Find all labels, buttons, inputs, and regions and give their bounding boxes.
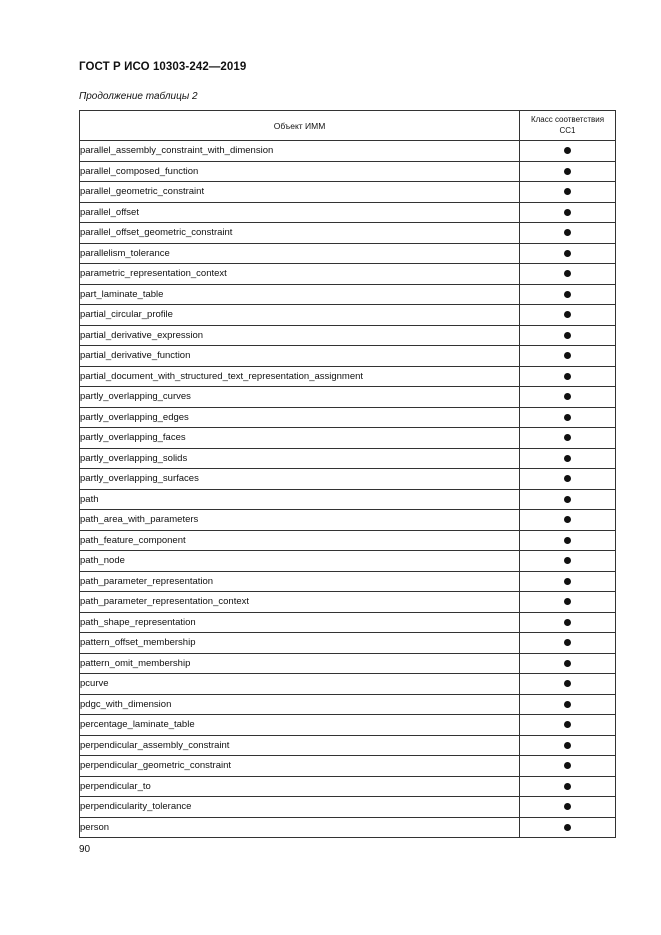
object-name-cell: parametric_representation_context bbox=[80, 264, 520, 285]
filled-circle-icon bbox=[564, 393, 571, 400]
cc1-mark-cell bbox=[520, 284, 616, 305]
filled-circle-icon bbox=[564, 537, 571, 544]
filled-circle-icon bbox=[564, 557, 571, 564]
filled-circle-icon bbox=[564, 803, 571, 810]
table-row bbox=[80, 817, 616, 838]
table-row bbox=[80, 510, 616, 531]
object-name-cell: pdgc_with_dimension bbox=[80, 694, 520, 715]
filled-circle-icon bbox=[564, 742, 571, 749]
filled-circle-icon bbox=[564, 680, 571, 687]
table-row bbox=[80, 674, 616, 695]
object-name-cell: percentage_laminate_table bbox=[80, 715, 520, 736]
object-name-cell: partly_overlapping_solids bbox=[80, 448, 520, 469]
cc1-mark-cell bbox=[520, 182, 616, 203]
table-row bbox=[80, 797, 616, 818]
filled-circle-icon bbox=[564, 188, 571, 195]
object-name-cell: path_area_with_parameters bbox=[80, 510, 520, 531]
table-row bbox=[80, 243, 616, 264]
object-name-cell: pattern_offset_membership bbox=[80, 633, 520, 654]
object-name-cell: partial_circular_profile bbox=[80, 305, 520, 326]
table-row bbox=[80, 653, 616, 674]
cc1-mark-cell bbox=[520, 674, 616, 695]
cc1-mark-cell bbox=[520, 346, 616, 367]
table-row bbox=[80, 284, 616, 305]
object-name-cell: pcurve bbox=[80, 674, 520, 695]
table-body bbox=[80, 141, 616, 838]
table-row bbox=[80, 182, 616, 203]
table-row bbox=[80, 592, 616, 613]
table-row bbox=[80, 141, 616, 162]
document-header: ГОСТ Р ИСО 10303-242—2019 bbox=[79, 61, 247, 73]
header-conformance-class bbox=[520, 111, 616, 141]
cc1-mark-cell bbox=[520, 223, 616, 244]
cc1-mark-cell bbox=[520, 305, 616, 326]
cc1-mark-cell bbox=[520, 735, 616, 756]
filled-circle-icon bbox=[564, 434, 571, 441]
cc1-mark-cell bbox=[520, 817, 616, 838]
object-name-cell: path_shape_representation bbox=[80, 612, 520, 633]
cc1-mark-cell bbox=[520, 592, 616, 613]
cc1-mark-cell bbox=[520, 612, 616, 633]
object-name-cell: parallel_offset_geometric_constraint bbox=[80, 223, 520, 244]
filled-circle-icon bbox=[564, 475, 571, 482]
cc1-mark-cell bbox=[520, 407, 616, 428]
cc1-mark-cell bbox=[520, 264, 616, 285]
cc1-mark-cell bbox=[520, 756, 616, 777]
table-row bbox=[80, 551, 616, 572]
object-name-cell: parallel_geometric_constraint bbox=[80, 182, 520, 203]
cc1-mark-cell bbox=[520, 530, 616, 551]
object-name-cell: part_laminate_table bbox=[80, 284, 520, 305]
cc1-mark-cell bbox=[520, 243, 616, 264]
filled-circle-icon bbox=[564, 270, 571, 277]
table-row bbox=[80, 530, 616, 551]
object-name-cell: perpendicular_geometric_constraint bbox=[80, 756, 520, 777]
table-row bbox=[80, 264, 616, 285]
table-row bbox=[80, 756, 616, 777]
table-row bbox=[80, 366, 616, 387]
filled-circle-icon bbox=[564, 516, 571, 523]
filled-circle-icon bbox=[564, 455, 571, 462]
cc1-mark-cell bbox=[520, 653, 616, 674]
cc1-mark-cell bbox=[520, 776, 616, 797]
filled-circle-icon bbox=[564, 373, 571, 380]
cc1-mark-cell bbox=[520, 797, 616, 818]
table-row bbox=[80, 305, 616, 326]
filled-circle-icon bbox=[564, 762, 571, 769]
object-name-cell: path bbox=[80, 489, 520, 510]
cc1-mark-cell bbox=[520, 202, 616, 223]
object-name-cell: partial_derivative_function bbox=[80, 346, 520, 367]
object-name-cell: partly_overlapping_faces bbox=[80, 428, 520, 449]
object-name-cell: pattern_omit_membership bbox=[80, 653, 520, 674]
table-row bbox=[80, 428, 616, 449]
filled-circle-icon bbox=[564, 824, 571, 831]
cc1-mark-cell bbox=[520, 387, 616, 408]
filled-circle-icon bbox=[564, 496, 571, 503]
cc1-mark-cell bbox=[520, 489, 616, 510]
cc1-mark-cell bbox=[520, 469, 616, 490]
table-row bbox=[80, 715, 616, 736]
filled-circle-icon bbox=[564, 291, 571, 298]
cc1-mark-cell bbox=[520, 551, 616, 572]
cc1-mark-cell bbox=[520, 694, 616, 715]
header-class-line2: CC1 bbox=[559, 125, 576, 135]
cc1-mark-cell bbox=[520, 366, 616, 387]
cc1-mark-cell bbox=[520, 325, 616, 346]
object-name-cell: path_feature_component bbox=[80, 530, 520, 551]
table-row bbox=[80, 694, 616, 715]
object-name-cell: partial_derivative_expression bbox=[80, 325, 520, 346]
table-row bbox=[80, 407, 616, 428]
cc1-mark-cell bbox=[520, 428, 616, 449]
filled-circle-icon bbox=[564, 147, 571, 154]
table-header-row bbox=[80, 111, 616, 141]
object-name-cell: path_node bbox=[80, 551, 520, 572]
filled-circle-icon bbox=[564, 578, 571, 585]
table-row bbox=[80, 571, 616, 592]
table-row bbox=[80, 633, 616, 654]
table-row bbox=[80, 469, 616, 490]
filled-circle-icon bbox=[564, 229, 571, 236]
header-object: Объект ИММ bbox=[80, 111, 520, 141]
filled-circle-icon bbox=[564, 168, 571, 175]
filled-circle-icon bbox=[564, 721, 571, 728]
filled-circle-icon bbox=[564, 414, 571, 421]
cc1-mark-cell bbox=[520, 571, 616, 592]
cc1-mark-cell bbox=[520, 448, 616, 469]
cc1-mark-cell bbox=[520, 141, 616, 162]
table-row bbox=[80, 325, 616, 346]
filled-circle-icon bbox=[564, 701, 571, 708]
filled-circle-icon bbox=[564, 332, 571, 339]
cc1-mark-cell bbox=[520, 510, 616, 531]
table-row bbox=[80, 735, 616, 756]
object-name-cell: parallel_assembly_constraint_with_dimension bbox=[80, 141, 520, 162]
filled-circle-icon bbox=[564, 783, 571, 790]
table-row bbox=[80, 776, 616, 797]
object-name-cell: perpendicularity_tolerance bbox=[80, 797, 520, 818]
cc1-mark-cell bbox=[520, 715, 616, 736]
filled-circle-icon bbox=[564, 619, 571, 626]
object-name-cell: person bbox=[80, 817, 520, 838]
table-row bbox=[80, 612, 616, 633]
object-name-cell: path_parameter_representation_context bbox=[80, 592, 520, 613]
table-row bbox=[80, 448, 616, 469]
table-caption: Продолжение таблицы 2 bbox=[79, 91, 198, 102]
object-name-cell: path_parameter_representation bbox=[80, 571, 520, 592]
page-number: 90 bbox=[79, 844, 91, 855]
filled-circle-icon bbox=[564, 352, 571, 359]
object-name-cell: perpendicular_assembly_constraint bbox=[80, 735, 520, 756]
object-name-cell: perpendicular_to bbox=[80, 776, 520, 797]
header-class-line1: Класс соответствия bbox=[530, 115, 605, 124]
filled-circle-icon bbox=[564, 209, 571, 216]
filled-circle-icon bbox=[564, 311, 571, 318]
filled-circle-icon bbox=[564, 639, 571, 646]
object-name-cell: partly_overlapping_curves bbox=[80, 387, 520, 408]
table-row bbox=[80, 346, 616, 367]
object-name-cell: parallel_composed_function bbox=[80, 161, 520, 182]
table-row bbox=[80, 387, 616, 408]
object-name-cell: parallelism_tolerance bbox=[80, 243, 520, 264]
cc1-mark-cell bbox=[520, 633, 616, 654]
table-row bbox=[80, 489, 616, 510]
compliance-table bbox=[79, 110, 616, 838]
filled-circle-icon bbox=[564, 660, 571, 667]
object-name-cell: partial_document_with_structured_text_representation_assignment bbox=[80, 366, 520, 387]
object-name-cell: parallel_offset bbox=[80, 202, 520, 223]
table-row bbox=[80, 223, 616, 244]
filled-circle-icon bbox=[564, 598, 571, 605]
table-row bbox=[80, 161, 616, 182]
table-row bbox=[80, 202, 616, 223]
object-name-cell: partly_overlapping_edges bbox=[80, 407, 520, 428]
filled-circle-icon bbox=[564, 250, 571, 257]
object-name-cell: partly_overlapping_surfaces bbox=[80, 469, 520, 490]
cc1-mark-cell bbox=[520, 161, 616, 182]
